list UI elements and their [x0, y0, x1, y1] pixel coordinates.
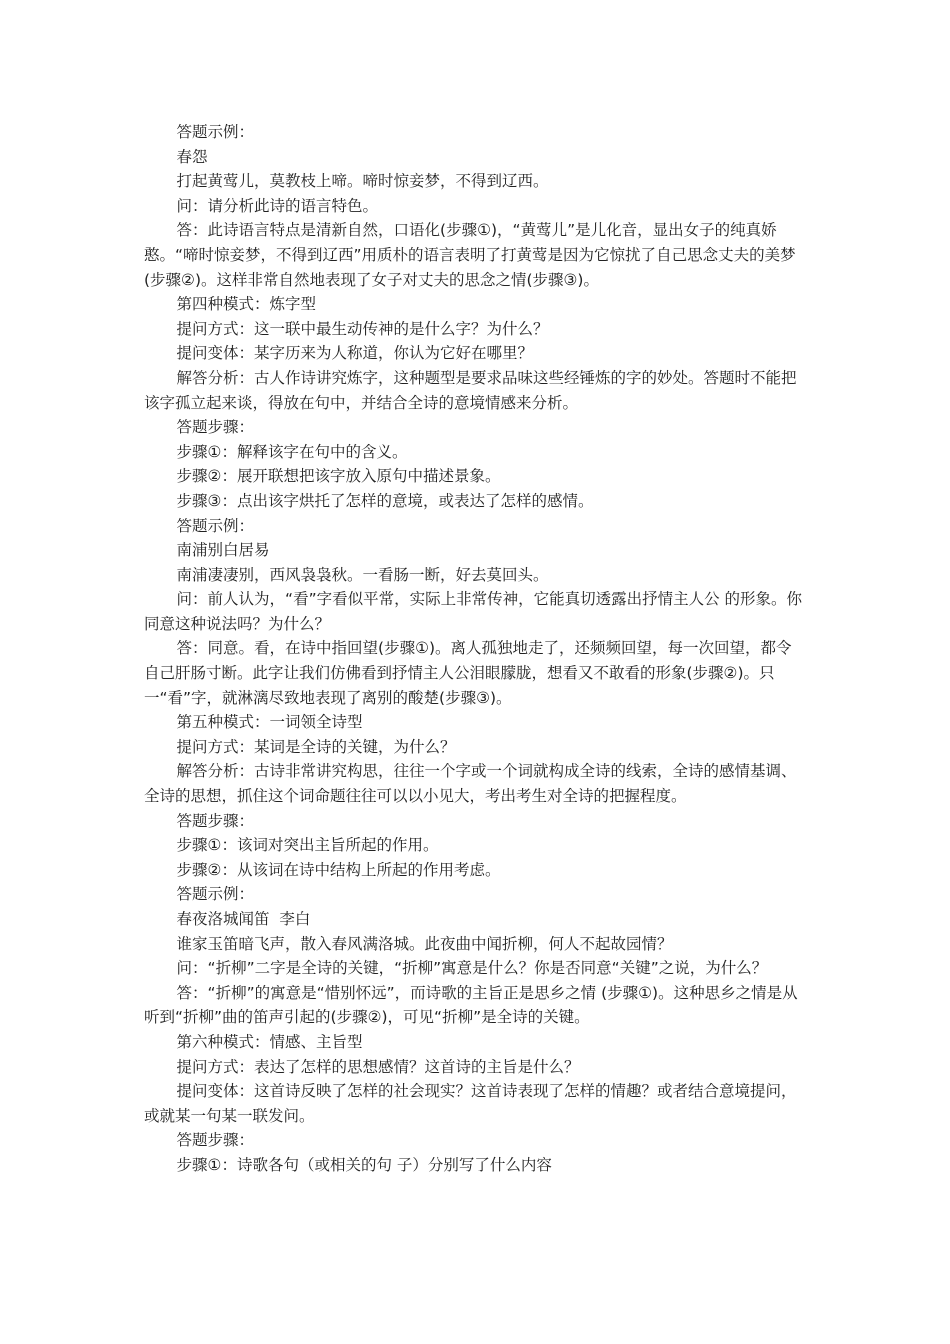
- paragraph: 提问变体：某字历来为人称道，你认为它好在哪里？: [176, 344, 534, 363]
- paragraph: 答题步骤：: [176, 811, 255, 830]
- paragraph: 答题示例：: [176, 516, 255, 535]
- paragraph: 谁家玉笛暗飞声，散入春风满洛城。此夜曲中闻折柳，何人不起故园情？: [176, 934, 673, 953]
- paragraph: 提问方式：表达了怎样的思想感情？这首诗的主旨是什么？: [176, 1057, 580, 1076]
- section-heading: 第六种模式：情感、主旨型: [176, 1032, 363, 1051]
- paragraph: 步骤①：诗歌各句（或相关的句 子）分别写了什么内容: [176, 1155, 552, 1174]
- paragraph: 提问变体：这首诗反映了怎样的社会现实？这首诗表现了怎样的情趣？或者结合意境提问，或就某一句某一联发问。: [144, 1082, 797, 1125]
- paragraph: 春夜洛城闻笛 李白: [176, 910, 311, 928]
- paragraph: 步骤①：解释该字在句中的含义。: [176, 442, 408, 461]
- document-body: [144, 120, 804, 1178]
- paragraph: 提问方式：这一联中最生动传神的是什么字？为什么？: [176, 319, 549, 338]
- paragraph: 南浦别白居易: [176, 541, 270, 560]
- paragraph: 答：“折柳”的寓意是“惜别怀远”，而诗歌的主旨正是思乡之情 (步骤①)。这种思乡之情是从听到“折柳”曲的笛声引起的(步骤②)，可见“折柳”是全诗的关键。: [144, 983, 798, 1027]
- paragraph: 问：“折柳”二字是全诗的关键，“折柳”寓意是什么？你是否同意“关键”之说，为什么？: [176, 959, 768, 978]
- paragraph: 答题示例：: [176, 123, 255, 141]
- paragraph: 答题步骤：: [176, 1131, 255, 1150]
- paragraph: 解答分析：古诗非常讲究构思，往往一个字或一个词就构成全诗的线索，全诗的感情基调、全诗的思想，抓住这个词命题往往可以以小见大，考出考生对全诗的把握程度。: [144, 762, 797, 806]
- paragraph: 南浦凄凄别，西风袅袅秋。一看肠一断，好去莫回头。: [176, 565, 549, 584]
- paragraph: 打起黄莺儿，莫教枝上啼。啼时惊妾梦，不得到辽西。: [176, 172, 549, 191]
- paragraph: 步骤②：从该词在诗中结构上所起的作用考虑。: [176, 860, 501, 879]
- paragraph: 提问方式：某词是全诗的关键，为什么？: [176, 737, 456, 756]
- paragraph: 答题示例：: [176, 885, 255, 904]
- section-heading: 第四种模式：炼字型: [176, 295, 317, 314]
- paragraph: 问：前人认为，“看”字看似平常，实际上非常传神，它能真切透露出抒情主人公 的形象。你同意这种说法吗？为什么？: [144, 590, 803, 633]
- paragraph: 步骤③：点出该字烘托了怎样的意境，或表达了怎样的感情。: [176, 491, 594, 510]
- paragraph: 解答分析：古人作诗讲究炼字，这种题型是要求品味这些经锤炼的字的妙处。答题时不能把该字孤立起来谈，得放在句中，并结合全诗的意境情感来分析。: [144, 368, 797, 412]
- paragraph: 步骤①：该词对突出主旨所起的作用。: [176, 836, 439, 855]
- paragraph: 答：同意。看，在诗中指回望(步骤①)。离人孤独地走了，还频频回望，每一次回望，都令自己肝肠寸断。此字让我们仿佛看到抒情主人公泪眼朦胧，想看又不敢看的形象(步骤②)。只一“看”字，就淋漓尽致地表现了离别的酸楚(步骤③)。: [144, 639, 792, 707]
- paragraph: 答：此诗语言特点是清新自然，口语化(步骤①)，“黄莺儿”是儿化音，显出女子的纯真娇憨。“啼时惊妾梦，不得到辽西”用质朴的语言表明了打黄莺是因为它惊扰了自己思念丈夫的美梦(步骤②)。这样非常自然地表现了女子对丈夫的思念之情(步骤③)。: [144, 221, 796, 289]
- paragraph: 步骤②：展开联想把该字放入原句中描述景象。: [176, 467, 501, 486]
- paragraph: 答题步骤：: [176, 418, 255, 437]
- section-heading: 第五种模式：一词领全诗型: [176, 713, 363, 732]
- paragraph: 春怨: [176, 147, 208, 166]
- paragraph: 问：请分析此诗的语言特色。: [176, 196, 379, 215]
